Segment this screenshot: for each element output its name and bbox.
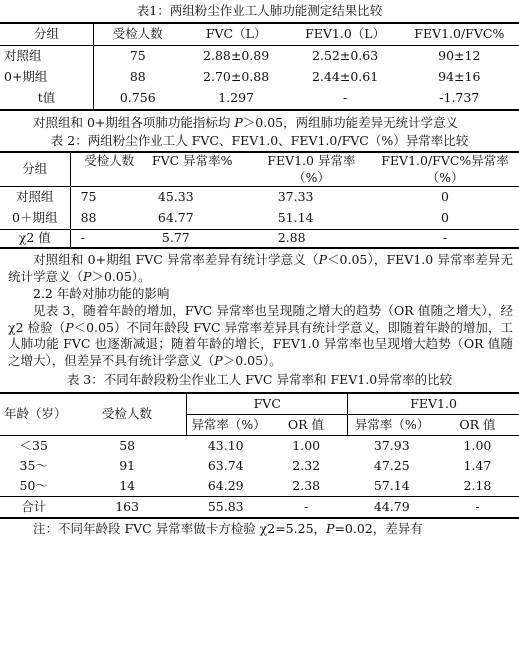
table3-subheader-rate: 异常率（%） bbox=[348, 415, 436, 436]
p-symbol: P bbox=[65, 319, 74, 335]
document-page bbox=[0, 3, 519, 668]
table3-cell: 合计 bbox=[0, 497, 67, 519]
table2-header-cell: 分组 bbox=[0, 152, 70, 187]
table3-header-age: 年龄（岁） bbox=[0, 393, 67, 436]
text-run: =0.02，差异有 bbox=[334, 521, 423, 536]
table2-cell: 5.77 bbox=[148, 230, 252, 248]
table1-cell: 2.44±0.61 bbox=[312, 68, 379, 84]
table2-cell: 75 bbox=[80, 189, 97, 205]
table-row bbox=[0, 436, 519, 457]
table3-subheader-rate: 异常率（%） bbox=[187, 415, 265, 436]
table1-header-cell: FVC（L） bbox=[182, 23, 291, 46]
p-symbol: P bbox=[326, 521, 335, 536]
table1-cell: 75 bbox=[129, 47, 146, 63]
text-run: 注：不同年龄段 FVC 异常率做卡方检验 χ2=5.25， bbox=[33, 521, 327, 536]
table2-cell: 64.77 bbox=[157, 210, 194, 226]
text-run: ＜0.05），FEV1.0 异常率差异无统计学意义（ bbox=[8, 252, 513, 284]
table2-cell: 对照组 bbox=[0, 187, 70, 208]
table3-cell: 2.18 bbox=[463, 477, 492, 493]
table1-cell: 1.297 bbox=[218, 89, 255, 105]
p-symbol: P bbox=[83, 268, 92, 284]
table1-cell: -1.737 bbox=[439, 89, 480, 105]
table3-note bbox=[0, 521, 519, 538]
table3-subheader-or: OR 值 bbox=[265, 415, 348, 436]
table-row bbox=[0, 230, 519, 248]
table3-cell: 37.93 bbox=[373, 437, 410, 453]
table1-cell: 2.88±0.89 bbox=[203, 47, 270, 63]
text-run: 对照组和 0+期组各项肺功能指标均 bbox=[33, 114, 235, 130]
table1-cell: - bbox=[342, 89, 348, 105]
table1-cell: 94±16 bbox=[438, 68, 481, 84]
table2-cell: - bbox=[70, 230, 148, 248]
table-row bbox=[0, 45, 519, 67]
table3-header-row bbox=[0, 393, 519, 415]
table1-cell: 0+期组 bbox=[0, 67, 93, 88]
table3-cell: 57.14 bbox=[373, 477, 410, 493]
table1-cell: 2.70±0.88 bbox=[203, 68, 270, 84]
table-row bbox=[0, 208, 519, 229]
table-row bbox=[0, 497, 519, 519]
table-row bbox=[0, 456, 519, 476]
table3-cell: ＜35 bbox=[19, 437, 48, 453]
table3-cell: 91 bbox=[119, 457, 136, 473]
text-run: ＜0.05）不同年龄段 FVC 异常率差异具有统计学意义，即随着年龄的增加，工人肺功能 FVC 也逐渐减退；随着年龄的增长，FEV1.0 异常率也呈现增大趋势（OR 值随之增大），但差异不具有统计学意义（ bbox=[8, 319, 513, 369]
table2-cell: 88 bbox=[80, 210, 97, 226]
table1-header-row bbox=[0, 23, 519, 46]
table3-cell: 55.83 bbox=[187, 497, 265, 519]
p-symbol: P bbox=[214, 353, 223, 369]
table2-cell: χ2 值 bbox=[0, 230, 70, 248]
paragraph-age-analysis bbox=[0, 303, 519, 371]
table3-cell: 1.47 bbox=[463, 457, 492, 473]
table3-cell: 2.32 bbox=[292, 457, 321, 473]
table3-cell: 44.79 bbox=[348, 497, 436, 519]
table1 bbox=[0, 22, 519, 111]
table3-cell: 58 bbox=[119, 437, 136, 453]
table3-cell: 14 bbox=[119, 477, 136, 493]
table3-header-n: 受检人数 bbox=[67, 393, 186, 436]
table2-cell: 0 bbox=[441, 210, 449, 226]
text-run: 对照组和 0+期组 FVC 异常率差异有统计学意义（ bbox=[33, 252, 319, 267]
table2-header-cell: FEV1.0/FVC%异常率（%） bbox=[371, 152, 519, 187]
table3-cell: 35～ bbox=[19, 457, 48, 473]
table1-caption: 表1：两组粉尘作业工人肺功能测定结果比较 bbox=[136, 3, 383, 18]
table3-cell: 47.25 bbox=[373, 457, 410, 473]
table2-cell: 2.88 bbox=[252, 230, 371, 248]
table3-cell: 50～ bbox=[19, 477, 48, 493]
table3-group-fvc: FVC bbox=[187, 393, 348, 415]
table3-cell: 2.38 bbox=[292, 477, 321, 493]
table2-cell: 51.14 bbox=[277, 210, 314, 226]
table2-cell: 45.33 bbox=[157, 189, 194, 205]
table1-header-cell: FEV1.0/FVC% bbox=[400, 23, 519, 46]
table2-cell: 37.33 bbox=[277, 189, 314, 205]
table2-header-row bbox=[0, 152, 519, 187]
table1-cell: 88 bbox=[129, 68, 146, 84]
table3-cell: 63.74 bbox=[207, 457, 244, 473]
table1-cell: 对照组 bbox=[0, 45, 93, 67]
section-heading: 2.2 年龄对肺功能的影响 bbox=[33, 285, 170, 301]
table3-subheader-or: OR 值 bbox=[436, 415, 519, 436]
table2-header-cell: FVC 异常率% bbox=[148, 152, 252, 187]
table1-header-cell: 受检人数 bbox=[93, 23, 181, 46]
table3 bbox=[0, 392, 519, 519]
table1-cell: 90±12 bbox=[438, 47, 481, 63]
text-run: ＞0.05，两组肺功能差异无统计学意义 bbox=[242, 114, 459, 130]
table2-header-cell: 受检人数 bbox=[70, 152, 148, 187]
table-row bbox=[0, 476, 519, 497]
p-symbol: P bbox=[234, 114, 243, 130]
paragraph-table2-conclusion bbox=[0, 252, 519, 286]
table2-cell: 0＋期组 bbox=[0, 208, 70, 229]
table3-cell: - bbox=[265, 497, 348, 519]
table1-header-cell: FEV1.0（L） bbox=[291, 23, 400, 46]
table2-caption: 表 2：两组粉尘作业工人 FVC、FEV1.0、FEV1.0/FVC（%）异常率比较 bbox=[50, 132, 469, 148]
text-run: ＞0.05）。 bbox=[222, 353, 282, 369]
table1-cell: t值 bbox=[0, 88, 93, 110]
table-row bbox=[0, 88, 519, 110]
table2-cell: - bbox=[371, 230, 519, 248]
table3-cell: 163 bbox=[67, 497, 186, 519]
p-symbol: P bbox=[318, 252, 328, 267]
table-row bbox=[0, 187, 519, 208]
table3-caption: 表 3：不同年龄段粉尘作业工人 FVC 异常率和 FEV1.0异常率的比较 bbox=[66, 372, 453, 388]
table3-cell: 1.00 bbox=[292, 437, 321, 453]
table-row bbox=[0, 67, 519, 88]
table2-header-cell: FEV1.0 异常率（%） bbox=[252, 152, 371, 187]
table1-cell: 2.52±0.63 bbox=[312, 47, 379, 63]
table1-header-cell: 分组 bbox=[0, 23, 93, 46]
text-run: ＞0.05）。 bbox=[91, 268, 151, 284]
table1-cell: 0.756 bbox=[119, 89, 156, 105]
table3-cell: 64.29 bbox=[207, 477, 244, 493]
table2 bbox=[0, 151, 519, 249]
paragraph-table1-conclusion bbox=[0, 115, 519, 132]
text-run: 见表 3，随着年龄的增加，FVC 异常率也呈现随之增大的趋势（OR 值随之增大），经χ2 检验（ bbox=[8, 302, 513, 335]
table3-cell: 1.00 bbox=[463, 437, 492, 453]
table3-group-fev: FEV1.0 bbox=[348, 393, 519, 415]
table2-cell: 0 bbox=[441, 189, 449, 205]
table3-cell: - bbox=[436, 497, 519, 519]
table3-cell: 43.10 bbox=[207, 437, 244, 453]
